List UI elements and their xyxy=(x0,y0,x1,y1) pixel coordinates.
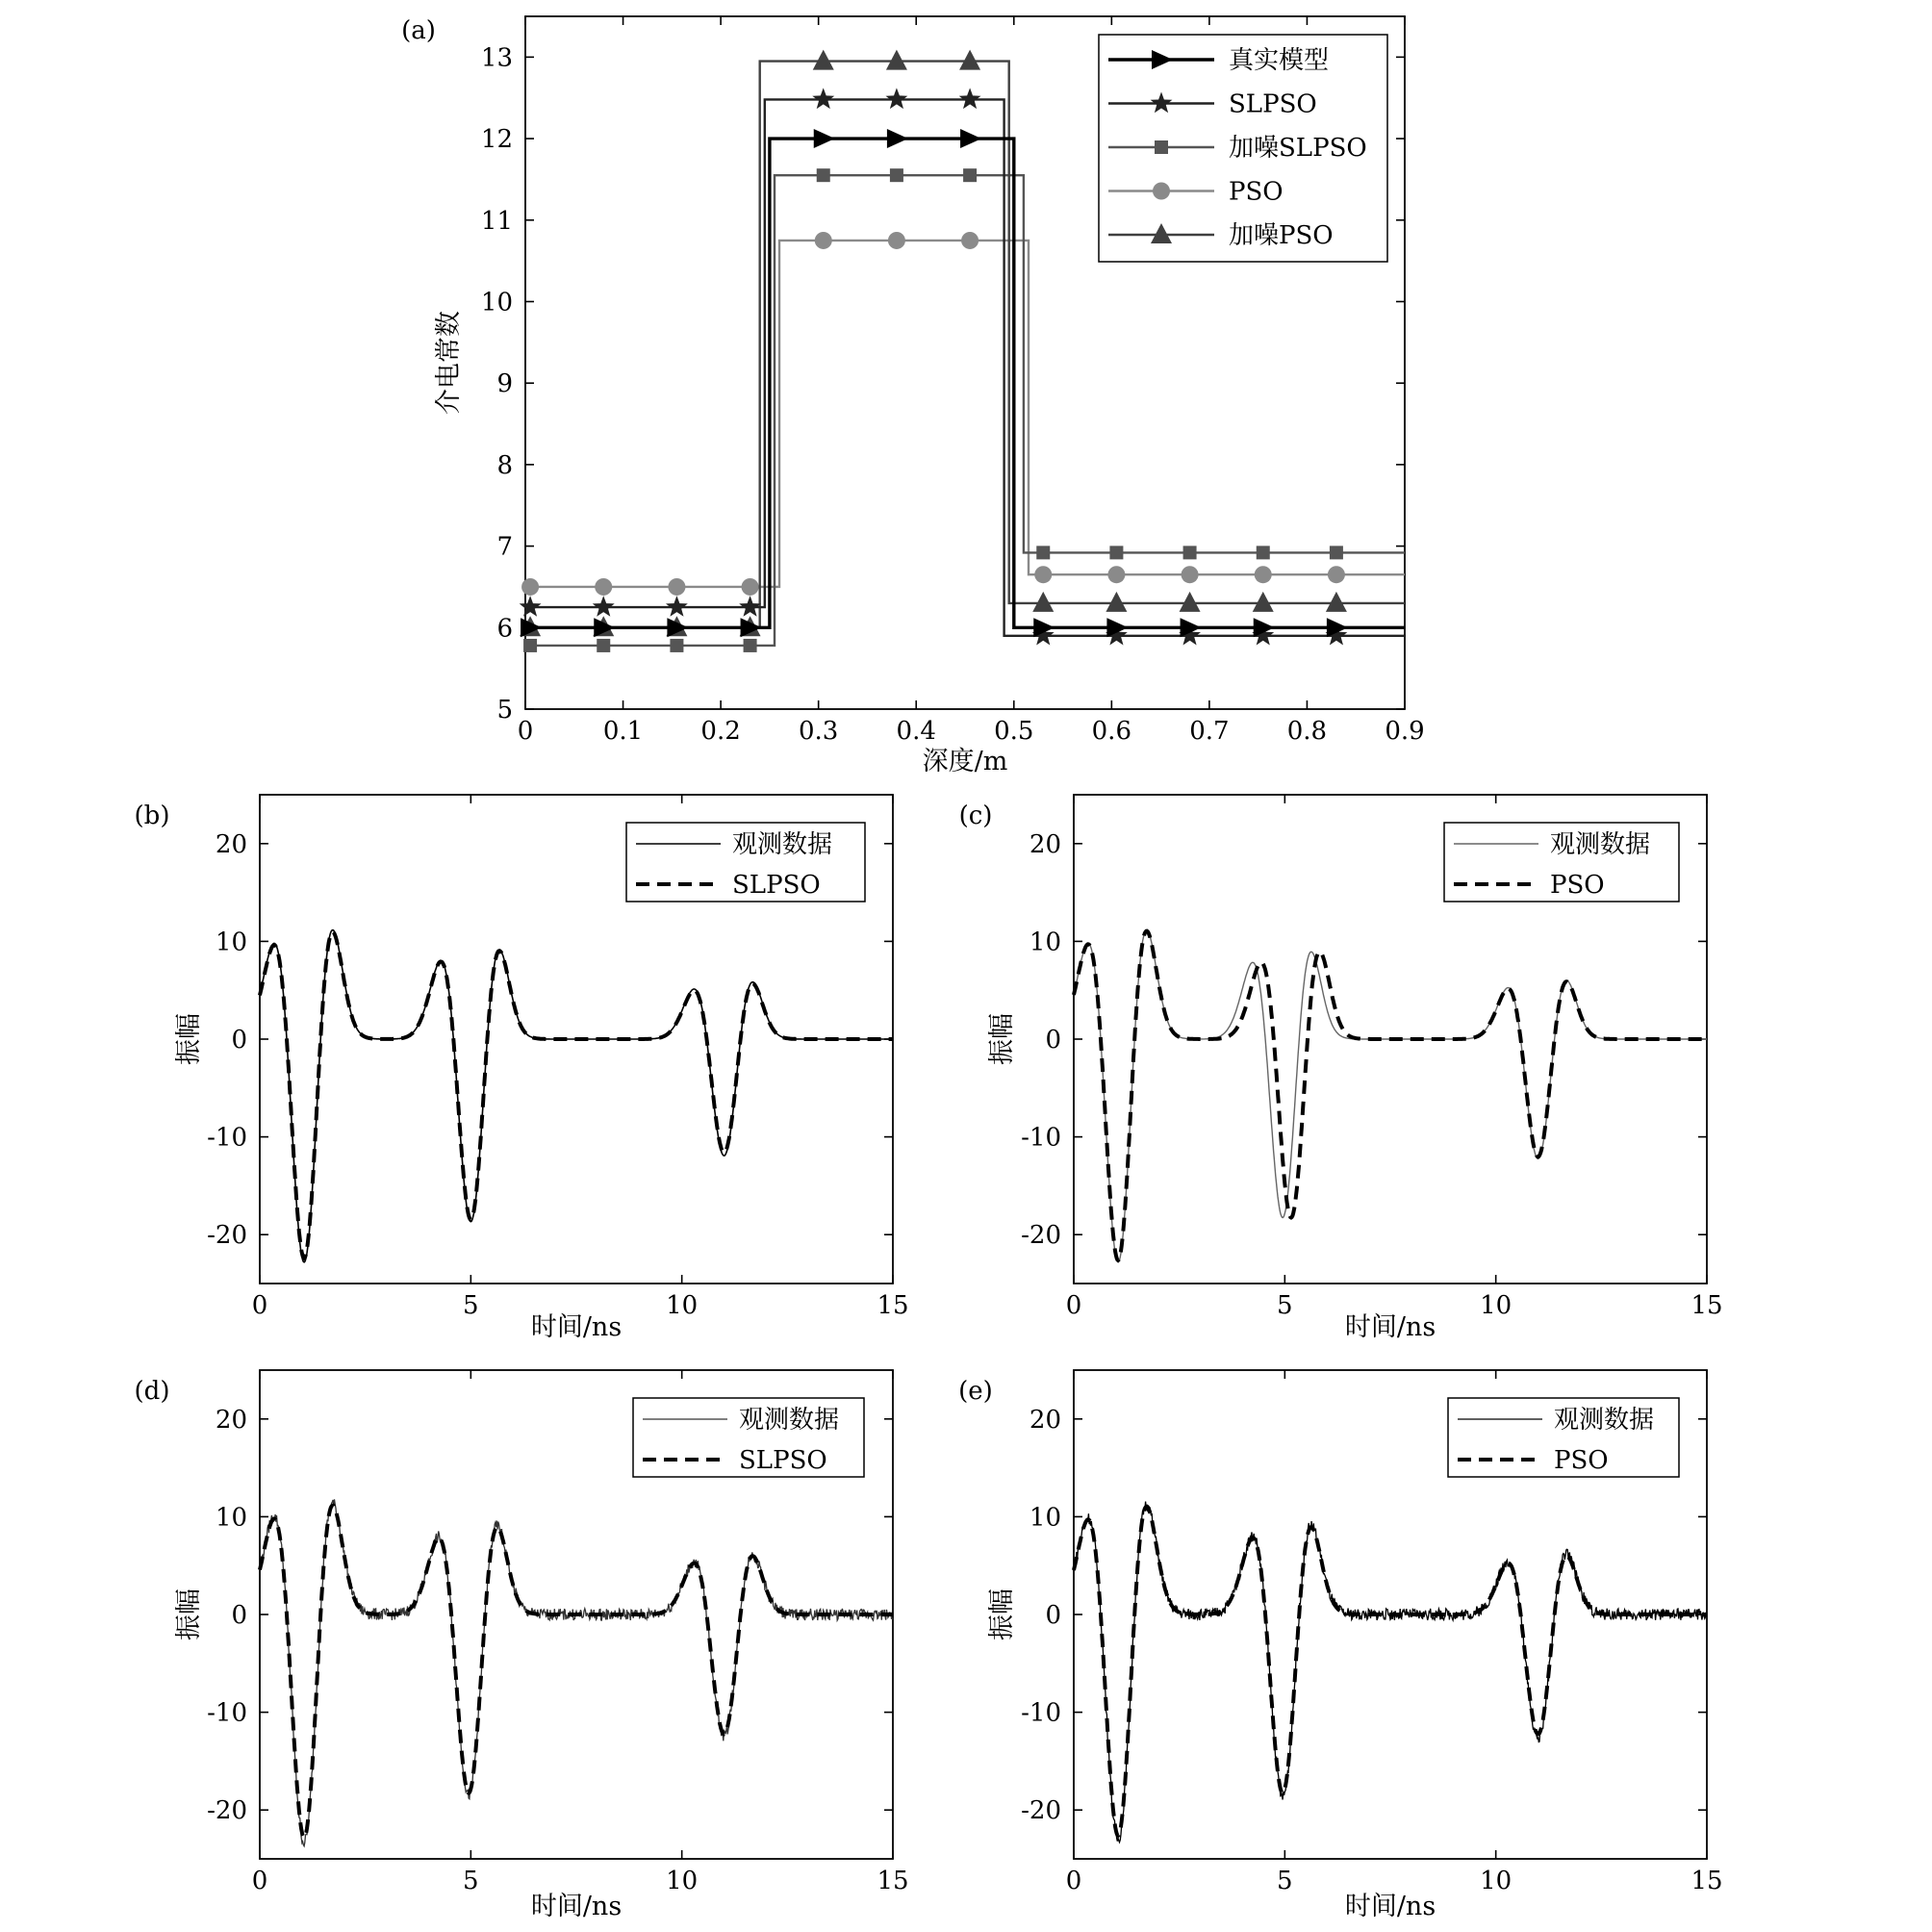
legend-entry: 加噪SLPSO xyxy=(1229,134,1367,163)
data-marker xyxy=(817,168,830,182)
data-marker xyxy=(890,168,903,182)
legend-entry: PSO xyxy=(1554,1446,1609,1475)
y-tick-label: -10 xyxy=(207,1698,247,1728)
data-marker xyxy=(597,639,610,652)
y-tick-label: -10 xyxy=(207,1123,247,1153)
panel-label: (e) xyxy=(958,1377,993,1406)
x-tick-label: 5 xyxy=(1277,1291,1293,1320)
data-marker xyxy=(1153,183,1170,200)
y-tick-label: 9 xyxy=(496,369,513,399)
data-marker xyxy=(1182,566,1199,583)
panel-c xyxy=(959,795,1723,1342)
x-tick-label: 0 xyxy=(251,1291,268,1320)
x-axis-label: 时间/ns xyxy=(530,1892,623,1921)
data-marker xyxy=(668,578,685,596)
legend xyxy=(1444,823,1679,902)
y-tick-label: -20 xyxy=(1021,1221,1061,1251)
legend-entry: SLPSO xyxy=(1229,89,1317,119)
x-tick-label: 5 xyxy=(1277,1867,1293,1895)
data-marker xyxy=(1155,140,1168,154)
data-marker xyxy=(1330,546,1343,559)
panel-label: (a) xyxy=(401,16,436,45)
y-tick-label: 6 xyxy=(496,614,513,644)
y-axis-label: 介电常数 xyxy=(434,311,464,415)
y-tick-label: 10 xyxy=(215,1503,247,1533)
legend-entry: 观测数据 xyxy=(732,830,833,859)
y-axis-label: 振幅 xyxy=(174,1589,204,1640)
y-tick-label: 7 xyxy=(496,532,513,562)
y-tick-label: 10 xyxy=(480,288,513,318)
legend-entry: 观测数据 xyxy=(1550,830,1651,859)
panel-a xyxy=(401,16,1425,776)
y-tick-label: 20 xyxy=(1029,1405,1061,1435)
data-marker xyxy=(744,639,757,652)
x-tick-label: 15 xyxy=(877,1291,909,1320)
x-tick-label: 0.8 xyxy=(1286,717,1328,746)
x-tick-label: 0.9 xyxy=(1385,717,1425,746)
x-axis-label: 时间/ns xyxy=(1344,1312,1436,1342)
legend xyxy=(626,823,865,902)
x-tick-label: 0 xyxy=(1065,1867,1082,1895)
x-tick-label: 15 xyxy=(877,1867,909,1895)
y-tick-label: 0 xyxy=(231,1601,247,1630)
y-tick-label: -20 xyxy=(207,1796,247,1826)
legend-entry: PSO xyxy=(1550,871,1605,900)
legend-entry: PSO xyxy=(1229,177,1284,207)
legend xyxy=(1448,1398,1679,1477)
data-marker xyxy=(523,639,537,652)
y-tick-label: 20 xyxy=(215,1405,247,1435)
data-marker xyxy=(1109,546,1123,559)
legend-entry: SLPSO xyxy=(732,871,821,900)
x-tick-label: 10 xyxy=(1480,1867,1513,1895)
y-tick-label: 11 xyxy=(480,206,513,236)
x-tick-label: 5 xyxy=(463,1291,479,1320)
y-axis-label: 振幅 xyxy=(174,1013,204,1065)
y-tick-label: 10 xyxy=(1029,928,1061,957)
legend-entry: 观测数据 xyxy=(1554,1406,1655,1435)
y-tick-label: 0 xyxy=(1045,1026,1061,1055)
panel-b xyxy=(135,795,909,1342)
x-tick-label: 0.6 xyxy=(1091,717,1132,746)
y-tick-label: -20 xyxy=(1021,1796,1061,1826)
x-tick-label: 15 xyxy=(1690,1291,1723,1320)
x-tick-label: 0 xyxy=(517,717,534,746)
y-tick-label: 12 xyxy=(480,125,513,155)
data-marker xyxy=(961,232,979,249)
data-marker xyxy=(1255,566,1272,583)
x-tick-label: 10 xyxy=(666,1291,699,1320)
y-tick-label: -10 xyxy=(1021,1698,1061,1728)
legend-entry: 观测数据 xyxy=(739,1406,840,1435)
data-marker xyxy=(888,232,905,249)
y-tick-label: 20 xyxy=(215,829,247,859)
panel-label: (b) xyxy=(134,801,170,830)
data-marker xyxy=(1328,566,1345,583)
y-tick-label: 5 xyxy=(496,696,513,724)
data-marker xyxy=(670,639,683,652)
legend xyxy=(1099,35,1387,262)
x-tick-label: 5 xyxy=(463,1867,479,1895)
x-tick-label: 0.3 xyxy=(798,717,839,746)
data-marker xyxy=(1183,546,1197,559)
panel-d xyxy=(135,1370,909,1921)
panel-label: (c) xyxy=(958,801,993,830)
x-axis-label: 时间/ns xyxy=(1344,1892,1436,1921)
data-marker xyxy=(1107,566,1125,583)
data-marker xyxy=(1034,566,1052,583)
y-axis-label: 振幅 xyxy=(987,1589,1017,1640)
x-tick-label: 10 xyxy=(1480,1291,1513,1320)
y-tick-label: 10 xyxy=(1029,1503,1061,1533)
data-marker xyxy=(1036,546,1050,559)
y-tick-label: -10 xyxy=(1021,1123,1061,1153)
x-tick-label: 0 xyxy=(251,1867,268,1895)
data-marker xyxy=(815,232,832,249)
x-tick-label: 0.5 xyxy=(994,717,1034,746)
data-marker xyxy=(521,578,539,596)
x-tick-label: 15 xyxy=(1690,1867,1723,1895)
y-tick-label: 0 xyxy=(1045,1601,1061,1630)
x-tick-label: 0 xyxy=(1065,1291,1082,1320)
legend xyxy=(633,1398,864,1477)
legend-entry: 加噪PSO xyxy=(1229,221,1334,250)
y-axis-label: 振幅 xyxy=(987,1013,1017,1065)
y-tick-label: 13 xyxy=(480,43,513,73)
data-marker xyxy=(1257,546,1270,559)
x-tick-label: 10 xyxy=(666,1867,699,1895)
y-tick-label: 0 xyxy=(231,1026,247,1055)
x-tick-label: 0.2 xyxy=(700,717,741,746)
legend-entry: 真实模型 xyxy=(1229,46,1330,75)
x-axis-label: 深度/m xyxy=(922,747,1008,776)
data-marker xyxy=(742,578,759,596)
x-tick-label: 0.7 xyxy=(1189,717,1230,746)
legend-entry: SLPSO xyxy=(739,1446,827,1475)
panel-label: (d) xyxy=(134,1377,170,1406)
x-axis-label: 时间/ns xyxy=(530,1312,623,1342)
y-tick-label: 8 xyxy=(496,450,513,480)
y-tick-label: 20 xyxy=(1029,829,1061,859)
y-tick-label: -20 xyxy=(207,1221,247,1251)
data-marker xyxy=(595,578,612,596)
panel-e xyxy=(958,1370,1722,1921)
y-tick-label: 10 xyxy=(215,928,247,957)
x-tick-label: 0.4 xyxy=(896,717,936,746)
x-tick-label: 0.1 xyxy=(602,717,644,746)
data-marker xyxy=(963,168,977,182)
